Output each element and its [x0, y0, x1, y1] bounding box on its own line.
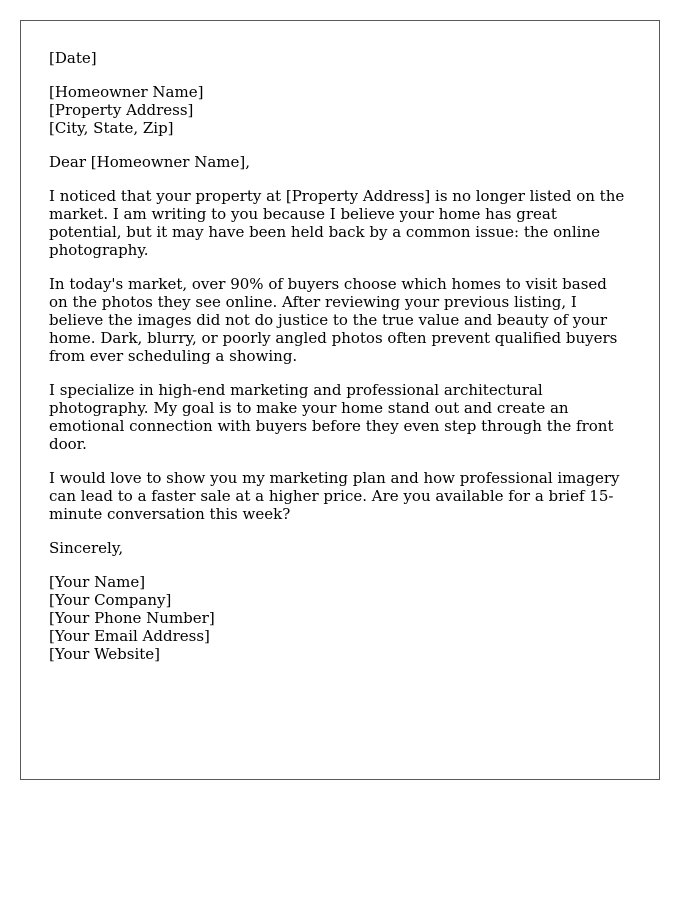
recipient-property-address: [Property Address]	[49, 101, 194, 119]
sender-email: [Your Email Address]	[49, 627, 210, 645]
sender-phone: [Your Phone Number]	[49, 609, 215, 627]
sender-name: [Your Name]	[49, 573, 146, 591]
recipient-city-state-zip: [City, State, Zip]	[49, 119, 174, 137]
signature-block	[49, 573, 629, 663]
recipient-address-block	[49, 83, 629, 137]
letter-page	[20, 20, 660, 780]
paragraph-market-photos: In today's market, over 90% of buyers choose which homes to visit based on the photos they see online. After reviewing your previous listing, I believe the images did not do justice to the true value and beauty of your home. Dark, blurry, or poorly angled photos often prevent qualified buyers from ever scheduling a showing.	[49, 275, 618, 365]
sender-company: [Your Company]	[49, 591, 172, 609]
salutation-block	[49, 153, 629, 171]
paragraph-call-to-action: I would love to show you my marketing plan and how professional imagery can lead to a faster sale at a higher price. Are you available for a brief 15-minute conversation this week?	[49, 469, 620, 523]
letter-body	[49, 49, 629, 679]
closing-block	[49, 539, 629, 557]
sender-website: [Your Website]	[49, 645, 161, 663]
paragraph-specialization: I specialize in high-end marketing and professional architectural photography. My goal is to make your home stand out and create an emotional connection with buyers before they even step through the front door.	[49, 381, 614, 453]
recipient-name: [Homeowner Name]	[49, 83, 204, 101]
letter-date: [Date]	[49, 49, 97, 67]
closing: Sincerely,	[49, 539, 124, 557]
salutation: Dear [Homeowner Name],	[49, 153, 250, 171]
paragraph-intro: I noticed that your property at [Property Address] is no longer listed on the market. I am writing to you because I believe your home has great potential, but it may have been held back by a common issue: the online photography.	[49, 187, 625, 259]
date-block	[49, 49, 629, 67]
